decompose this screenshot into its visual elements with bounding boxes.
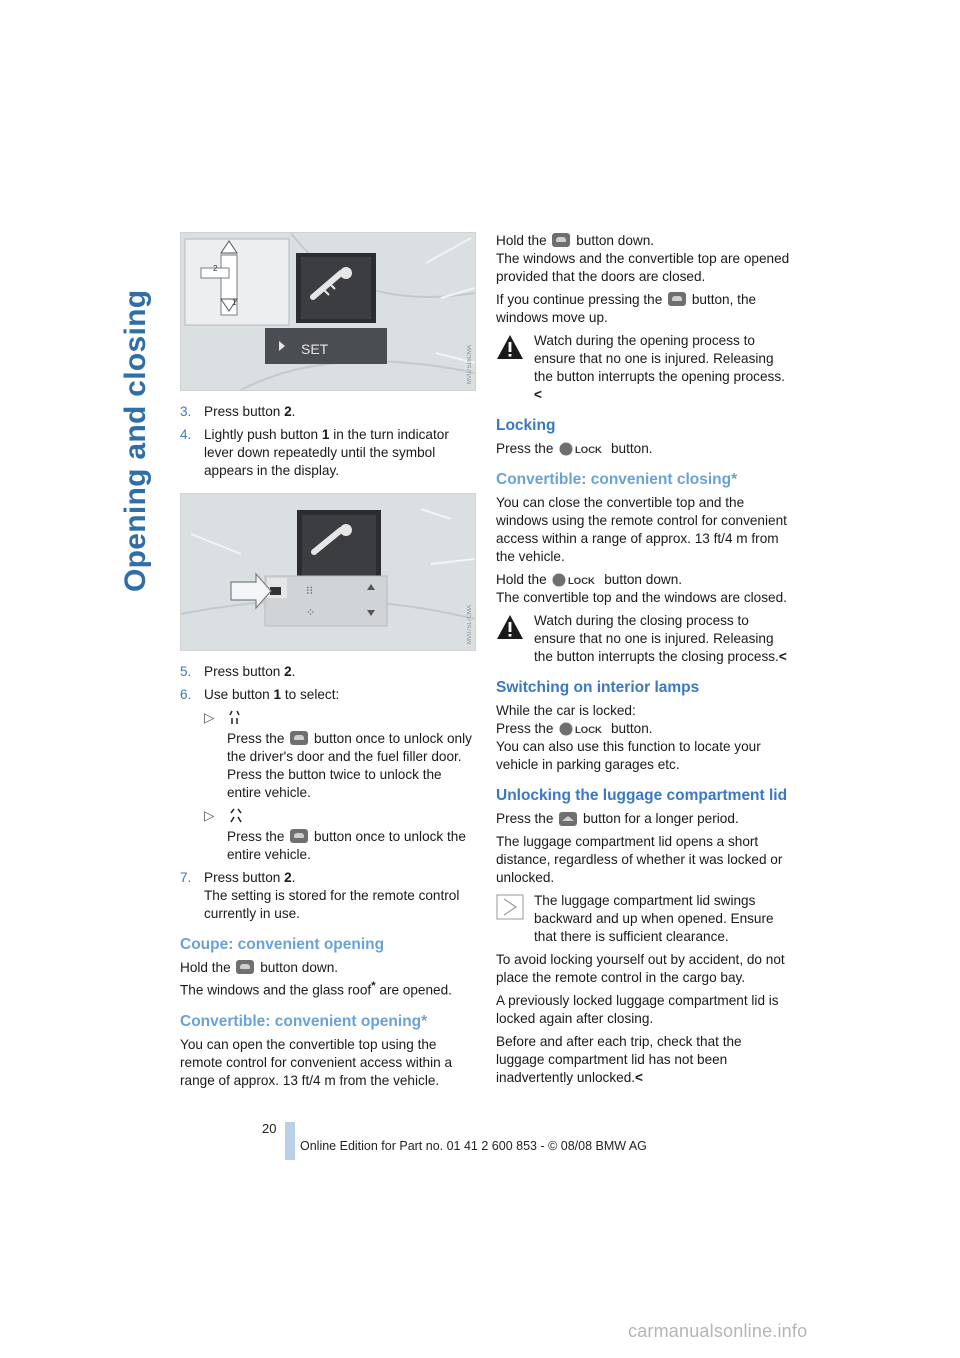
open-button-icon [290,731,308,745]
chapter-side-title: Opening and closing [119,289,152,592]
hold-paragraph: Hold the button down. The windows and the convertible top are opened provided that the doors are closed. [496,233,790,284]
lamps-paragraph: While the car is locked: Press the LOCK button. You can also use this function to locate your vehicle in parking garages etc. [496,703,761,772]
trunk-button-icon [559,812,577,826]
svg-text:LOCK: LOCK [575,445,603,456]
heading-unlock-luggage: Unlocking the luggage compartment lid [496,787,788,804]
heading-interior-lamps: Switching on interior lamps [496,679,700,696]
svg-text:⁝⁝: ⁝⁝ [306,585,313,597]
coupe-paragraph: Hold the button down. The windows and the glass roof* are opened. [180,960,452,998]
note-luggage-p2: To avoid locking yourself out by accident, do not place the remote control in the cargo bay. [496,952,785,985]
figure-turn-lever-display [180,232,476,391]
open-button-icon [236,960,254,974]
footer-accent-bar [285,1122,295,1160]
continue-paragraph: If you continue pressing the button, the windows move up. [496,292,757,325]
note-luggage: The luggage compartment lid swings backward and up when opened. Ensure that there is sufficient clearance. [496,892,792,946]
open-button-icon [290,829,308,843]
note-luggage-p3: A previously locked luggage compartment lid is locked again after closing. [496,993,779,1026]
figure-code: MV07517CMA [467,604,473,644]
closing-hold-paragraph: Hold the LOCK button down. The convertible top and the windows are closed. [496,572,787,605]
open-button-icon [668,292,686,306]
page-number: 20 [262,1121,277,1136]
heading-coupe-convenient-opening: Coupe: convenient opening [180,936,385,953]
svg-text:⁘: ⁘ [306,607,316,619]
heading-locking: Locking [496,417,556,434]
luggage-paragraph: Press the button for a longer period. [496,811,739,826]
lock-button-icon [559,442,605,456]
lock-button-icon [559,722,605,736]
step-3: 3. Press button 2. [180,404,296,419]
left-column [180,232,476,1095]
triangle-bullet-icon: ▷ [204,710,215,725]
edition-note: Online Edition for Part no. 01 41 2 600 853 - © 08/08 BMW AG [300,1139,647,1153]
note-arrow-icon [496,894,524,920]
svg-text:LOCK: LOCK [568,576,596,587]
lock-button-icon [552,573,598,587]
locking-paragraph: Press the LOCK button. [496,441,653,456]
right-column [496,232,792,1092]
heading-convertible-convenient-opening: Convertible: convenient opening* [180,1012,428,1030]
figure-code: MV07516CMA [467,344,473,384]
warning-triangle-icon [496,614,524,640]
svg-text:1: 1 [232,298,237,307]
note-luggage-p4: Before and after each trip, check that the luggage compartment lid has not been inadvertently unlocked.< [496,1034,742,1085]
display-set-label: SET [301,341,329,357]
single-door-symbol-icon [227,709,243,725]
warning-triangle-icon [496,334,524,360]
luggage-paragraph-2: The luggage compartment lid opens a short distance, regardless of whether it was locked or unlocked. [496,834,783,885]
watermark-logo: carmanualsonline.info [628,1321,808,1341]
option-driver-door: ▷ Press the button once to unlock only the driver's door and the fuel filler door. Press the button twice to unlock the entire vehicle. [204,710,472,800]
open-button-icon [552,233,570,247]
warning-opening: Watch during the opening process to ensure that no one is injured. Releasing the button interrupts the opening process.< [496,332,792,404]
step-7: 7. Press button 2. The setting is stored for the remote control currently in use. [180,870,460,921]
svg-text:LOCK: LOCK [575,725,603,736]
heading-convertible-convenient-closing: Convertible: convenient closing* [496,471,738,488]
warning-closing: Watch during the closing process to ensure that no one is injured. Releasing the button interrupts the closing process.< [496,612,792,666]
step-4: 4. Lightly push button 1 in the turn indicator lever down repeatedly until the symbol appears in the display. [180,427,449,478]
step-5: 5. Press button 2. [180,664,296,679]
step-6: 6. Use button 1 to select: [180,687,340,702]
svg-text:2: 2 [213,264,218,273]
instrument-cluster-illustration [181,233,475,390]
option-all-doors: ▷ Press the button once to unlock the entire vehicle. [204,808,466,862]
triangle-bullet-icon: ▷ [204,808,215,823]
display-selection-illustration [181,494,475,650]
figure-display-selection [180,493,476,651]
closing-paragraph: You can close the convertible top and the windows using the remote control for convenient access within a range of approx. 13 ft/4 m from the vehicle. [496,495,787,564]
all-doors-symbol-icon [227,807,245,823]
convertible-opening-paragraph: You can open the convertible top using the remote control for convenient access within a range of approx. 13 ft/4 m from the vehicle. [180,1036,453,1088]
